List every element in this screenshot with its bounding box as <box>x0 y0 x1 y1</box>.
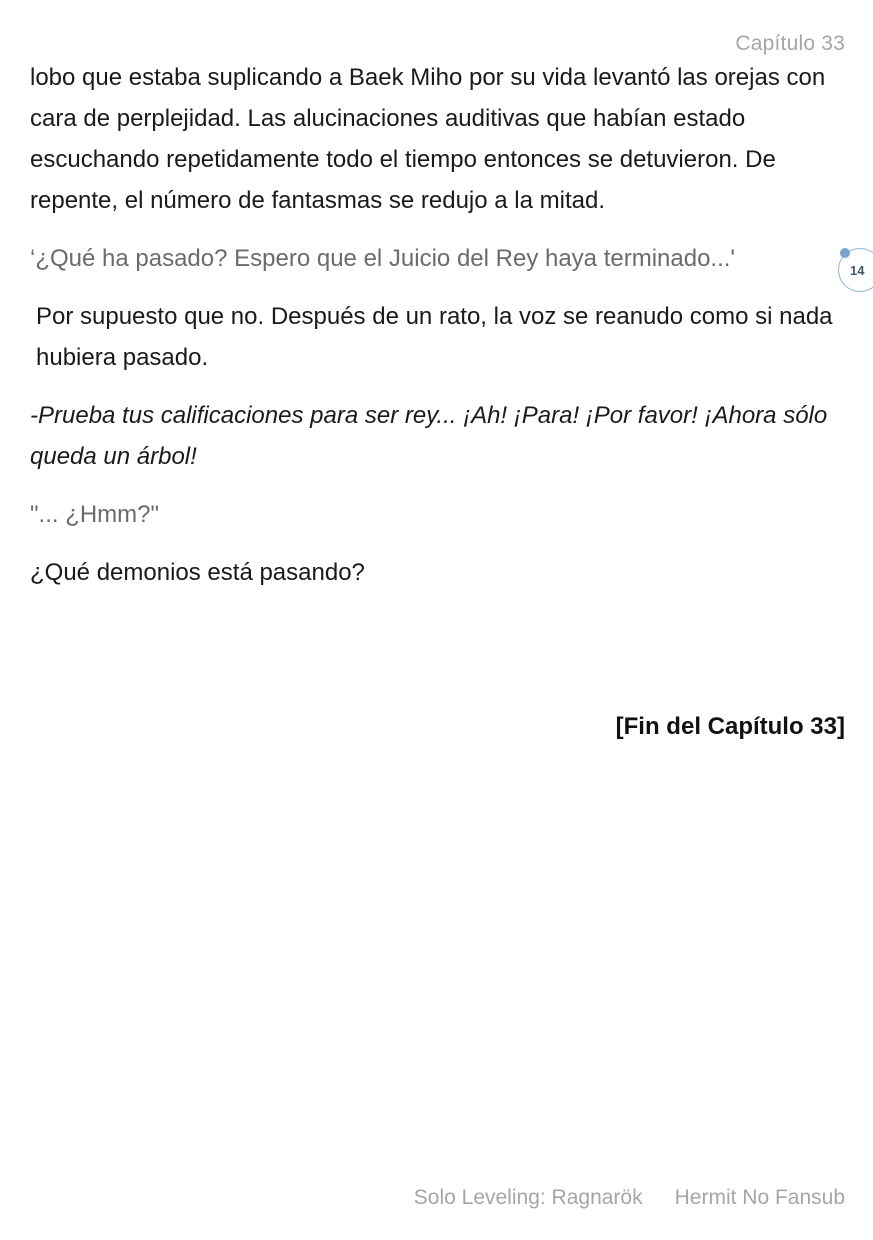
footer-book-title: Solo Leveling: Ragnarök <box>413 1186 643 1209</box>
chapter-header: Capítulo 33 <box>735 32 845 55</box>
chapter-content <box>30 57 845 610</box>
paragraph-dialogue: "... ¿Hmm?" <box>30 501 160 528</box>
chapter-end-label: [Fin del Capítulo 33] <box>615 713 845 740</box>
paragraph-thought: ‘¿Qué ha pasado? Espero que el Juicio del Rey haya terminado...' <box>30 245 735 272</box>
paragraph-voice: -Prueba tus calificaciones para ser rey... ¡Ah! ¡Para! ¡Por favor! ¡Ahora sólo queda un árbol! <box>30 402 828 470</box>
paragraph: Por supuesto que no. Después de un rato, la voz se reanudo como si nada hubiera pasado. <box>36 303 833 371</box>
paragraph: ¿Qué demonios está pasando? <box>30 559 365 586</box>
footer <box>414 1186 845 1210</box>
paragraph: lobo que estaba suplicando a Baek Miho por su vida levantó las orejas con cara de perplejidad. Las alucinaciones auditivas que habían estado escuchando repetidamente todo el tiempo entonces se detuvieron. De repente, el número de fantasmas se redujo a la mitad. <box>30 64 826 214</box>
footer-translator: Hermit No Fansub <box>674 1186 845 1209</box>
page-number: 14 <box>850 262 865 278</box>
